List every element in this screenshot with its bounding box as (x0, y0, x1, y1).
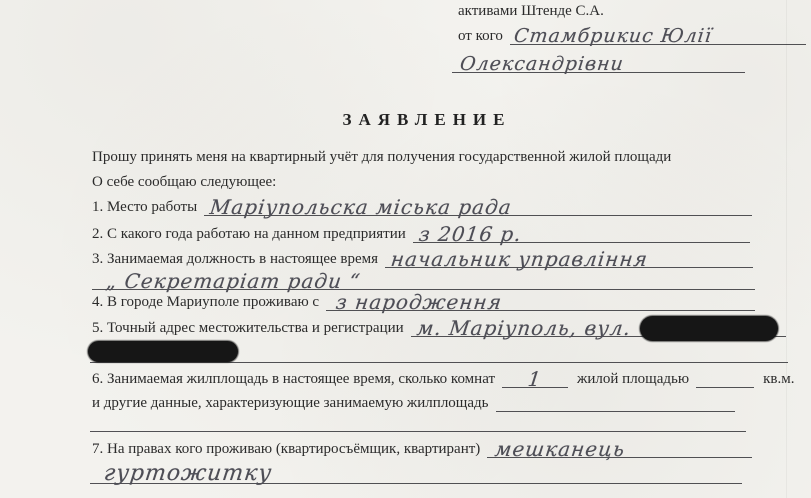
field-7-handwriting: мешканець (493, 437, 627, 461)
field-5-handwriting: м. Маріуполь, вул. (415, 316, 633, 340)
field-6-other-underline (496, 395, 736, 412)
redaction-box (88, 341, 238, 362)
field-7-label: 7. На правах кого проживаю (квартиросъёмщик, квартирант) (92, 441, 481, 457)
field-3-handwriting: начальник управління (389, 247, 650, 271)
document-title: ЗАЯВЛЕНИЕ (342, 110, 512, 129)
field-6-row (92, 367, 795, 391)
field-2-handwriting: з 2016 р. (417, 222, 523, 246)
field-3-row (92, 247, 753, 271)
field-2-label: 2. С какого года работаю на данном предприятии (92, 226, 406, 242)
field-5-label: 5. Точный адрес местожительства и регистрации (92, 320, 404, 336)
field-6-label: 6. Занимаемая жилплощадь в настоящее время, сколько комнат (92, 371, 496, 387)
field-3-line2-handwriting: „ Секретаріат ради “ (104, 269, 363, 293)
field-4-label: 4. В городе Мариуполе проживаю с (92, 294, 320, 310)
field-1-underline (204, 195, 752, 219)
field-2-underline (413, 222, 750, 246)
header-from-row (458, 24, 806, 45)
field-7-row2 (90, 461, 742, 486)
intro-line-1: Прошу принять меня на квартирный учёт для получения государственной жилой площади (92, 149, 672, 165)
from-name-line1-underline (510, 23, 806, 45)
field-6-unit-label: кв.м. (763, 371, 795, 387)
from-name-line2-handwriting: Олександрівни (458, 53, 626, 75)
field-4-handwriting: з народження (334, 290, 504, 314)
from-label: от кого (458, 28, 503, 44)
paper-edge-artifact (786, 0, 787, 498)
field-3-row2 (92, 269, 755, 293)
field-7-line2-underline (90, 461, 742, 486)
field-4-row (92, 290, 755, 314)
field-6-area-underline (696, 370, 754, 388)
field-6-row2 (92, 396, 735, 412)
field-6-mid-label: жилой площадью (577, 371, 690, 387)
field-4-underline (326, 290, 755, 314)
from-name-line1-handwriting: Стамбрикис Юлії (512, 25, 714, 47)
field-2-row (92, 222, 750, 246)
field-7-underline (487, 437, 752, 461)
header-from-row2 (452, 49, 745, 73)
field-1-label: 1. Место работы (92, 199, 198, 215)
field-3-underline (385, 247, 753, 271)
field-3-label: 3. Занимаемая должность в настоящее время (92, 251, 379, 267)
field-6-rooms-underline (502, 367, 568, 391)
field-1-handwriting: Маріупольска міська рада (208, 195, 514, 219)
field-6-label2: и другие данные, характеризующие занимаемую жилплощадь (92, 395, 489, 411)
field-6-blank-underline (90, 423, 746, 432)
field-7-line2-handwriting: гуртожитку (102, 461, 274, 486)
redaction-box (640, 316, 778, 341)
field-6-row3 (90, 424, 746, 432)
field-1-row (92, 195, 752, 219)
field-3-line2-underline (92, 269, 755, 293)
intro-line-2: О себе сообщаю следующее: (92, 174, 277, 190)
field-6-rooms-handwriting: 1 (526, 367, 544, 391)
field-7-row (92, 437, 752, 461)
header-typed-line: активами Штенде С.А. (458, 3, 604, 19)
from-name-line2-underline (452, 48, 745, 73)
